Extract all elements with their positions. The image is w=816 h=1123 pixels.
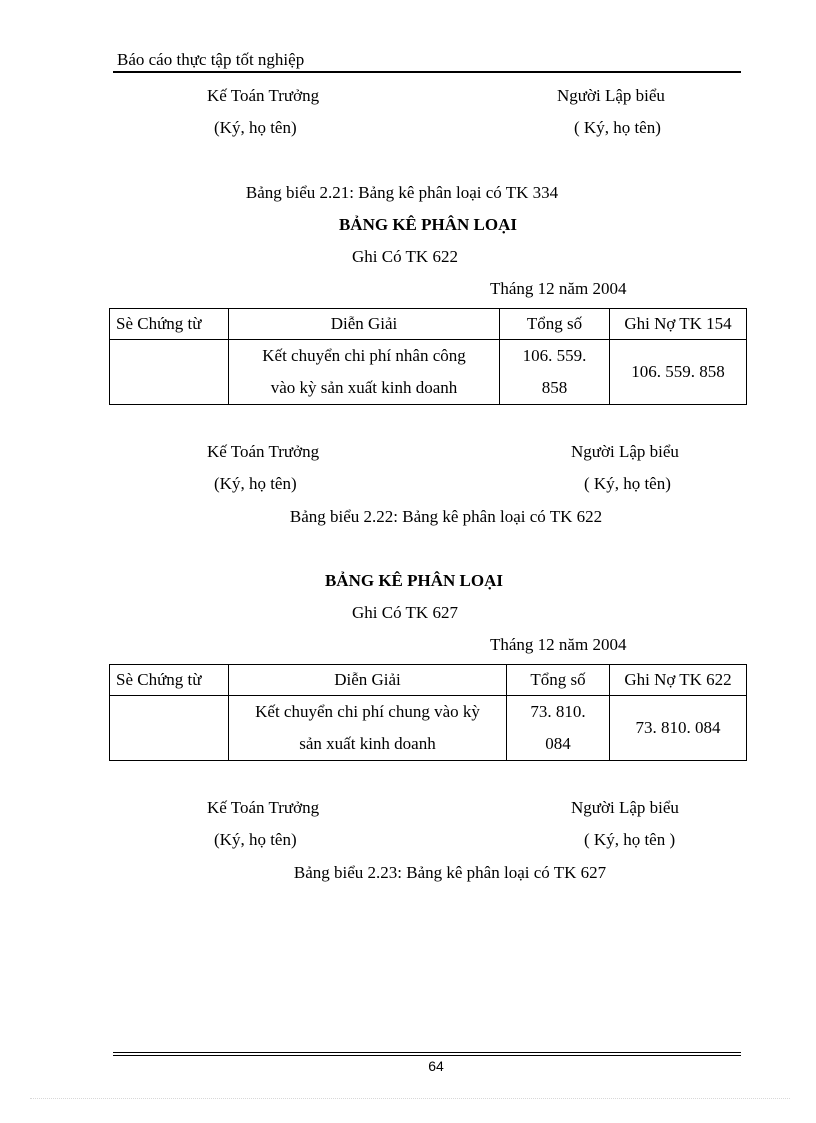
- cell-debit: 73. 810. 084: [610, 696, 747, 761]
- col-doc-header: Sè Chứng từ: [110, 309, 229, 340]
- col-debit-header: Ghi Nợ TK 622: [610, 665, 747, 696]
- col-total-header: Tổng số: [507, 665, 610, 696]
- cell-total: [507, 696, 610, 761]
- cell-total-line2: 084: [545, 734, 571, 753]
- col-doc-header: Sè Chứng từ: [110, 665, 229, 696]
- footer-rule: [113, 1052, 741, 1053]
- running-header: Báo cáo thực tập tốt nghiệp: [117, 50, 305, 69]
- caption-2-21: Bảng biểu 2.21: Bảng kê phân loại có TK 334: [245, 183, 559, 202]
- col-desc-header: Diễn Giải: [229, 309, 500, 340]
- header-rule: [113, 71, 741, 73]
- cell-doc: [110, 340, 229, 405]
- chief-accountant-sign-note: (Ký, họ tên): [214, 830, 297, 849]
- cell-desc-line1: Kết chuyển chi phí nhân công: [262, 346, 466, 365]
- cell-desc: [229, 696, 507, 761]
- cell-desc-line2: sản xuất kinh doanh: [299, 734, 436, 753]
- cell-total-line1: 106. 559.: [522, 346, 587, 365]
- cell-desc-line1: Kết chuyển chi phí chung vào kỳ: [255, 702, 480, 721]
- preparer-sign-note: ( Ký, họ tên): [574, 118, 661, 137]
- cell-total: [500, 340, 610, 405]
- table-row: [110, 340, 747, 405]
- footer-rule: [113, 1055, 741, 1056]
- section2-subtitle: Ghi Có TK 627: [352, 603, 458, 622]
- cell-total-line2: 858: [541, 378, 568, 397]
- col-total-header: Tổng số: [500, 309, 610, 340]
- caption-2-22: Bảng biểu 2.22: Bảng kê phân loại có TK 622: [289, 507, 603, 526]
- section1-subtitle: Ghi Có TK 622: [352, 247, 458, 266]
- page-edge-dotted-line: [30, 1098, 790, 1099]
- cell-doc: [110, 696, 229, 761]
- chief-accountant-label: Kế Toán Trưởng: [207, 798, 320, 817]
- section1-table: [109, 308, 747, 405]
- chief-accountant-sign-note: (Ký, họ tên): [214, 118, 297, 137]
- table-row: [110, 696, 747, 761]
- preparer-sign-note: ( Ký, họ tên ): [584, 830, 676, 849]
- section2-title: BẢNG KÊ PHÂN LOẠI: [324, 571, 504, 590]
- col-desc-header: Diễn Giải: [229, 665, 507, 696]
- caption-2-23: Bảng biểu 2.23: Bảng kê phân loại có TK 627: [293, 863, 607, 882]
- preparer-label: Người Lập biểu: [557, 86, 665, 105]
- col-debit-header: Ghi Nợ TK 154: [610, 309, 747, 340]
- section2-table: [109, 664, 747, 761]
- cell-total-line1: 73. 810.: [530, 702, 586, 721]
- table-header-row: [110, 665, 747, 696]
- chief-accountant-label: Kế Toán Trưởng: [207, 86, 320, 105]
- preparer-label: Người Lập biểu: [571, 442, 679, 461]
- section1-title: BẢNG KÊ PHÂN LOẠI: [338, 215, 518, 234]
- cell-debit: 106. 559. 858: [610, 340, 747, 405]
- cell-desc-line2: vào kỳ sản xuất kinh doanh: [270, 378, 458, 397]
- section2-period: Tháng 12 năm 2004: [490, 635, 627, 654]
- chief-accountant-sign-note: (Ký, họ tên): [214, 474, 297, 493]
- chief-accountant-label: Kế Toán Trưởng: [207, 442, 320, 461]
- preparer-sign-note: ( Ký, họ tên): [584, 474, 671, 493]
- table-header-row: [110, 309, 747, 340]
- preparer-label: Người Lập biểu: [571, 798, 679, 817]
- section1-period: Tháng 12 năm 2004: [490, 279, 627, 298]
- page-number: 64: [428, 1058, 444, 1074]
- cell-desc: [229, 340, 500, 405]
